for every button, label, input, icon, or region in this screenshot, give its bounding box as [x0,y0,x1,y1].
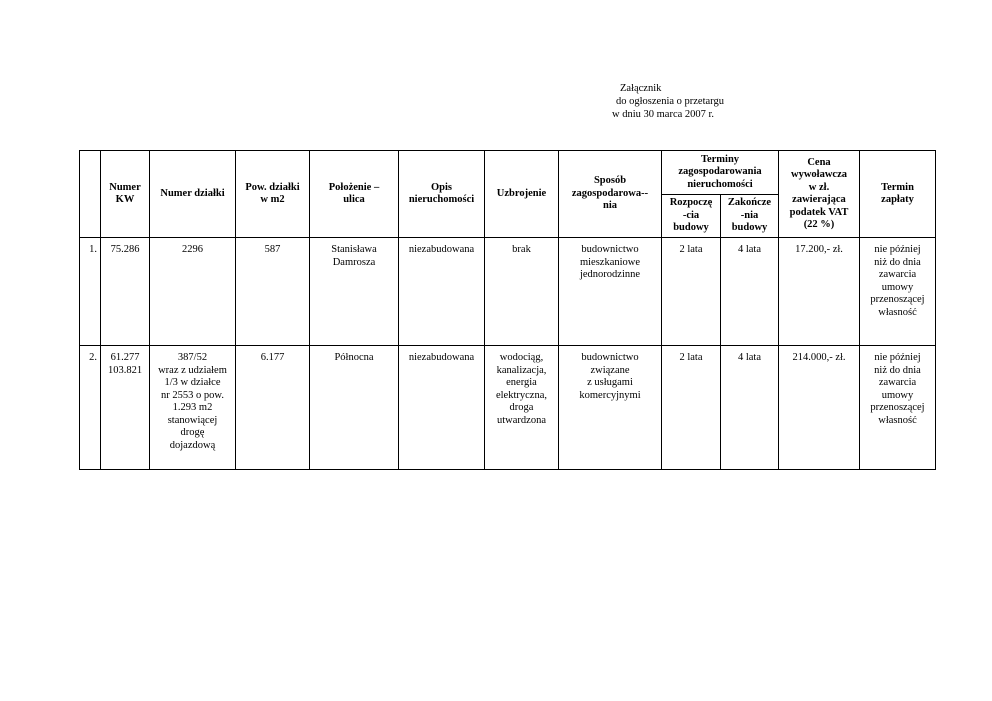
row-termin: nie później niż do dnia zawarcia umowy przenoszącej własność [860,346,936,470]
row-opis: niezabudowana [399,346,485,470]
row-kw: 75.286 [101,238,150,346]
row-uzbrojenie: brak [485,238,559,346]
header-pow-dzialki: Pow. działki w m2 [236,151,310,238]
row-zakonczenie: 4 lata [721,238,779,346]
header-termin-zaplaty: Termin zapłaty [860,151,936,238]
row-lp: 2. [80,346,101,470]
header-opis: Opis nieruchomości [399,151,485,238]
table-row [80,238,936,346]
header-cena: Cena wywoławcza w zł. zawierająca podatek VAT (22 %) [779,151,860,238]
row-sposob: budownictwo mieszkaniowe jednorodzinne [559,238,662,346]
row-pow: 6.177 [236,346,310,470]
header-uzbrojenie: Uzbrojenie [485,151,559,238]
header-rozpoczecie: Rozpoczę -cia budowy [662,195,721,238]
attachment-title: Załącznik [620,83,662,94]
row-cena: 214.000,- zł. [779,346,860,470]
row-sposob: budownictwo związane z usługami komercyjnymi [559,346,662,470]
row-dzialka: 387/52 wraz z udziałem 1/3 w działce nr 2553 o pow. 1.293 m2 stanowiącej drogę dojazdową [150,346,236,470]
row-pow: 587 [236,238,310,346]
row-lp: 1. [80,238,101,346]
header-numer-dzialki: Numer działki [150,151,236,238]
header-zakonczenie: Zakończe -nia budowy [721,195,779,238]
plots-table [79,150,936,470]
row-rozpoczecie: 2 lata [662,346,721,470]
row-termin: nie później niż do dnia zawarcia umowy przenoszącej własność [860,238,936,346]
row-opis: niezabudowana [399,238,485,346]
header-numer-kw: Numer KW [101,151,150,238]
row-rozpoczecie: 2 lata [662,238,721,346]
header-polozenie: Położenie – ulica [310,151,399,238]
attachment-subtitle: do ogłoszenia o przetargu [616,96,724,107]
header-lp [80,151,101,238]
attachment-date: w dniu 30 marca 2007 r. [612,109,715,120]
row-cena: 17.200,- zł. [779,238,860,346]
row-uzbrojenie: wodociąg, kanalizacja, energia elektryczna, droga utwardzona [485,346,559,470]
row-polozenie: Stanisława Damrosza [310,238,399,346]
table-row [80,346,936,470]
attachment-note [612,82,724,121]
row-zakonczenie: 4 lata [721,346,779,470]
row-kw: 61.277 103.821 [101,346,150,470]
header-sposob: Sposób zagospodarowa-- nia [559,151,662,238]
row-dzialka: 2296 [150,238,236,346]
header-terminy: Terminy zagospodarowania nieruchomości [662,151,779,195]
row-polozenie: Północna [310,346,399,470]
